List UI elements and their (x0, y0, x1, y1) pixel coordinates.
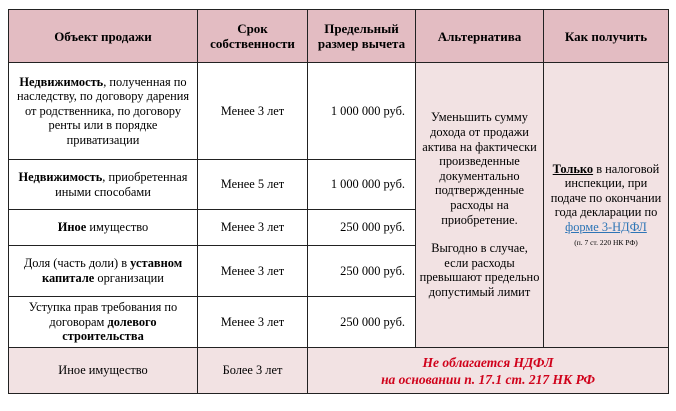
exempt-line-2: на основании п. 17.1 ст. 217 НК РФ (381, 371, 595, 387)
exempt-line-1: Не облагается НДФЛ (422, 354, 554, 370)
exempt-note (308, 348, 669, 394)
row-term: Менее 3 лет (198, 246, 308, 297)
law-reference: (п. 7 ст. 220 НК РФ) (574, 238, 638, 248)
header-term: Срок собственности (198, 10, 308, 63)
row-amount: 250 000 руб. (308, 246, 416, 297)
row-term: Менее 3 лет (198, 210, 308, 246)
row-amount: 250 000 руб. (308, 210, 416, 246)
row-term: Менее 5 лет (198, 160, 308, 210)
row-object (9, 160, 198, 210)
object-text: имущество (86, 220, 149, 235)
header-alternative: Альтернатива (416, 10, 544, 63)
row-object (9, 246, 198, 297)
alternative-cell (416, 63, 544, 348)
row-amount: 1 000 000 руб. (308, 160, 416, 210)
object-text: , полученная по наследству, по договору дарения от родственника, по договору ренты или в порядке приватизации (16, 74, 190, 147)
object-bold: Недвижимость (18, 169, 103, 184)
object-text: , приобретенная иными способами (55, 169, 188, 199)
header-row (9, 10, 669, 63)
object-bold: уставном капитале (42, 256, 183, 285)
object-text-pre: Уступка прав требования по договорам (28, 300, 178, 329)
exempt-term: Более 3 лет (198, 348, 308, 394)
how-cell (544, 63, 669, 348)
object-bold: Иное (57, 220, 87, 235)
row-object (9, 210, 198, 246)
object-text-pre: Доля (часть доли) в (23, 256, 131, 271)
table-row (9, 63, 669, 160)
exempt-object: Иное имущество (9, 348, 198, 394)
header-how: Как получить (544, 10, 669, 63)
alternative-note: Выгодно в случае, если расходы превышают предельно допустимый лимит (419, 241, 540, 299)
object-bold: долевого строительства (62, 314, 157, 344)
how-only: Только (552, 161, 594, 176)
row-term: Менее 3 лет (198, 297, 308, 348)
row-amount: 1 000 000 руб. (308, 63, 416, 160)
row-object (9, 297, 198, 348)
how-text: в налоговой инспекции, при подаче по окончании года декларации по (550, 161, 662, 220)
row-amount: 250 000 руб. (308, 297, 416, 348)
header-limit: Предельный размер вычета (308, 10, 416, 63)
header-object: Объект продажи (9, 10, 198, 63)
exempt-row (9, 348, 669, 394)
alternative-text: Уменьшить сумму дохода от продажи актива на фактически произведенные документально подтвержденные расходы на приобретение. (422, 110, 537, 227)
row-term: Менее 3 лет (198, 63, 308, 160)
form-3ndfl-link[interactable]: форме 3-НДФЛ (565, 219, 647, 234)
row-object (9, 63, 198, 160)
tax-deduction-table (8, 9, 669, 394)
object-bold: Недвижимость (19, 74, 104, 89)
object-text: организации (94, 271, 164, 285)
